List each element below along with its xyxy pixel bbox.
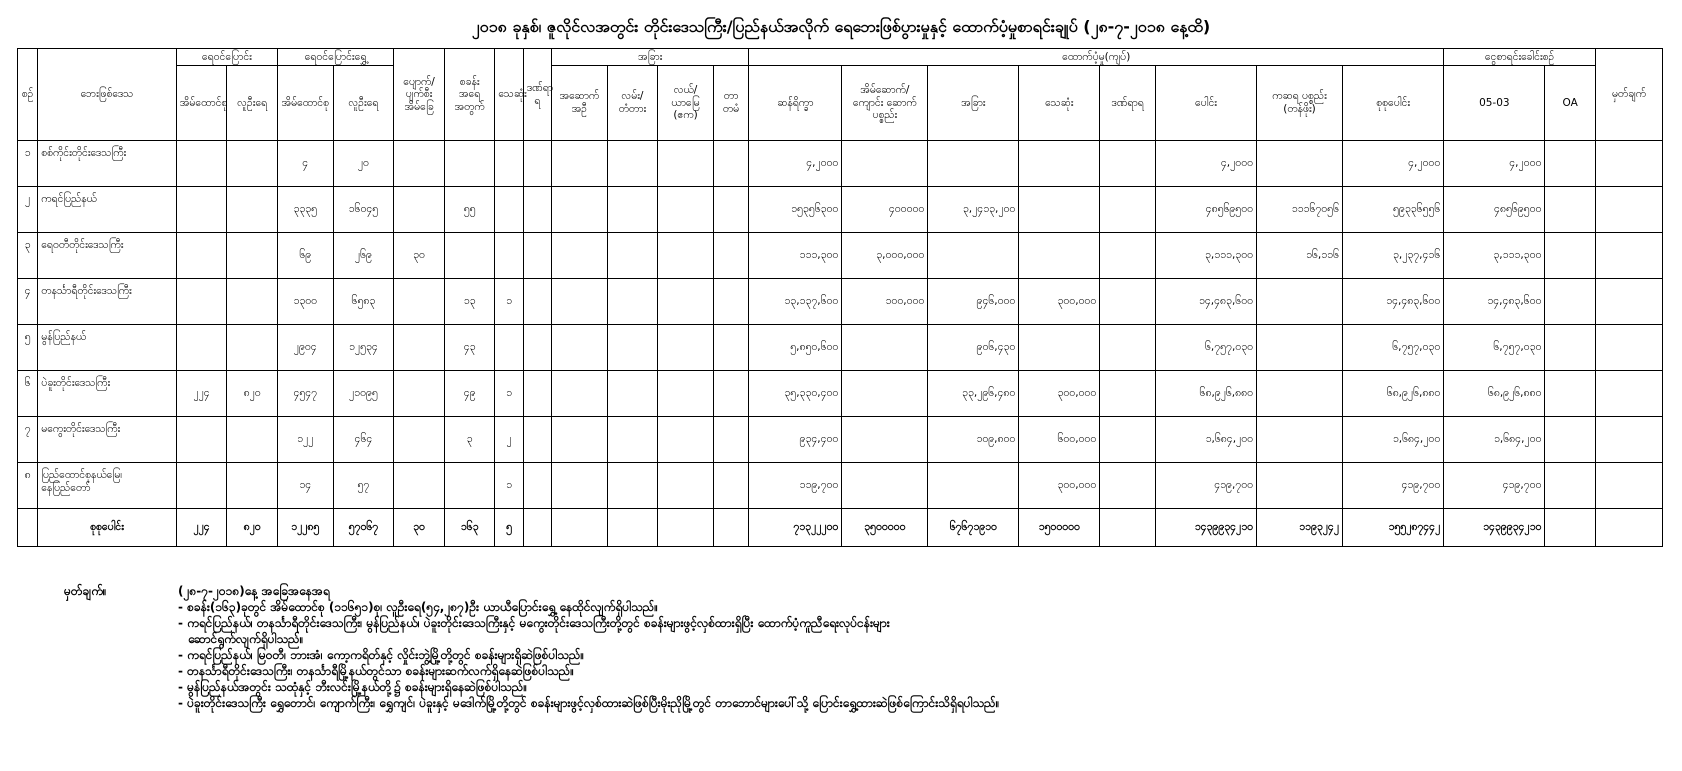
- cell-dams: [713, 279, 748, 325]
- cell-camps: ၄၉: [444, 371, 495, 417]
- total-roads: [607, 509, 658, 547]
- row-no: ၂: [18, 187, 38, 233]
- cell-remarks: [1595, 463, 1662, 509]
- total-label: စုစုပေါင်း: [38, 509, 177, 547]
- cell-remarks: [1595, 233, 1662, 279]
- cell-injured: [523, 417, 551, 463]
- header-subtotal: ပေါင်း: [1155, 66, 1256, 141]
- header-dams: တာ တမံ: [713, 66, 748, 141]
- row-area: မကွေးတိုင်းဒေသကြီး: [38, 417, 177, 463]
- cell-missing: [394, 187, 445, 233]
- cell-roads: [607, 279, 658, 325]
- header-camps: စခန်း အရေ အတွက်: [444, 49, 495, 141]
- cell-buildings: [552, 371, 608, 417]
- header-group-evac: ရေဝင်ပြောင်း: [176, 49, 277, 66]
- total-support-injured: [1100, 509, 1156, 547]
- header-no: စဉ်: [18, 49, 38, 141]
- cell-building-materials: ၃,၀၀၀,၀၀၀: [842, 233, 928, 279]
- header-grand-total: စုစုပေါင်း: [1342, 66, 1443, 141]
- cell-rice: ၉၃၄,၄၀၀: [749, 417, 842, 463]
- cell-grand-total: ၆,၇၅၇,၀၃၀: [1342, 325, 1443, 371]
- cell-relief-items: [1257, 371, 1343, 417]
- cell-remarks: [1595, 187, 1662, 233]
- cell-support-other: [928, 233, 1019, 279]
- total-oa: [1545, 509, 1596, 547]
- cell-farmland: [658, 233, 714, 279]
- cell-rice: ၁၁၁,၃၀၀: [749, 233, 842, 279]
- notes-label: မှတ်ချက်။: [64, 584, 107, 598]
- cell-roads: [607, 141, 658, 187]
- note-line: - မွန်ပြည်နယ်အတွင်း သထုံနှင့် ဘီးလင်းမြို့နယ်တို့၌ စခန်းများရှိနေဆဲဖြစ်ပါသည်။: [178, 680, 528, 694]
- row-area: ပြည်ထောင်စုနယ်မြေ၊ နေပြည်တော်: [38, 463, 177, 509]
- cell-rice: ၁၃,၁၃၇,၆၀၀: [749, 279, 842, 325]
- header-households: အိမ်ထောင်စု: [176, 66, 227, 141]
- table-row: [18, 371, 1663, 417]
- header-account-code: 05-03: [1444, 66, 1545, 141]
- cell-oa: [1545, 463, 1596, 509]
- header-roads: လမ်း/ တံတား: [607, 66, 658, 141]
- cell-households: [176, 141, 227, 187]
- cell-persons: [227, 279, 278, 325]
- cell-farmland: [658, 141, 714, 187]
- total-persons: ၈၂၀: [227, 509, 278, 547]
- cell-support-other: ၃၃,၂၉၆,၄၈၀: [928, 371, 1019, 417]
- cell-persons: [227, 187, 278, 233]
- header-support-other: အခြား: [928, 66, 1019, 141]
- cell-subtotal: ၄,၂၀၀၀: [1155, 141, 1256, 187]
- cell-account-code: ၁၄,၄၈၃,၆၀၀: [1444, 279, 1545, 325]
- cell-building-materials: [842, 463, 928, 509]
- cell-support-injured: [1100, 187, 1156, 233]
- notes-body: [178, 583, 1618, 711]
- cell-injured: [523, 279, 551, 325]
- table-row: [18, 463, 1663, 509]
- cell-account-code: ၁,၆၈၄,၂၀၀: [1444, 417, 1545, 463]
- cell-persons-moved: ၆၅၈၃: [333, 279, 394, 325]
- total-relief-items: ၁၁၉၃၂၄၂: [1257, 509, 1343, 547]
- cell-support-dead: [1019, 325, 1100, 371]
- total-row: [18, 509, 1663, 547]
- cell-remarks: [1595, 325, 1662, 371]
- cell-building-materials: [842, 417, 928, 463]
- table-row: [18, 325, 1663, 371]
- cell-support-injured: [1100, 141, 1156, 187]
- cell-injured: [523, 463, 551, 509]
- cell-persons-moved: ၅၇: [333, 463, 394, 509]
- cell-buildings: [552, 325, 608, 371]
- header-injured: ဒဏ်ရာ ရ: [523, 49, 551, 141]
- cell-roads: [607, 463, 658, 509]
- cell-roads: [607, 233, 658, 279]
- cell-remarks: [1595, 371, 1662, 417]
- cell-households-moved: ၄: [277, 141, 333, 187]
- cell-oa: [1545, 141, 1596, 187]
- cell-account-code: ၄၈၅၆၉၅၀၀: [1444, 187, 1545, 233]
- row-area: မွန်ပြည်နယ်: [38, 325, 177, 371]
- cell-households: [176, 325, 227, 371]
- cell-farmland: [658, 187, 714, 233]
- total-rice: ၇၁၃၂၂၂၀၀: [749, 509, 842, 547]
- cell-support-other: ၉၄၆,၀၀၀: [928, 279, 1019, 325]
- cell-support-other: ၃,၂၄၁၃,၂၀၀: [928, 187, 1019, 233]
- header-households-moved: အိမ်ထောင်စု: [277, 66, 333, 141]
- cell-persons-moved: ၂၆၉: [333, 233, 394, 279]
- table-row: [18, 417, 1663, 463]
- cell-camps: ၁၃: [444, 279, 495, 325]
- table-row: [18, 187, 1663, 233]
- header-area: ဘေးဖြစ်ဒေသ: [38, 49, 177, 141]
- cell-dead: ၁: [495, 279, 523, 325]
- header-persons: လူဦးရေ: [227, 66, 278, 141]
- cell-dams: [713, 141, 748, 187]
- cell-buildings: [552, 233, 608, 279]
- total-grand-total: ၁၅၅၂၈၇၄၄၂: [1342, 509, 1443, 547]
- note-line: ဆောင်ရွက်လျက်ရှိပါသည်။: [188, 632, 304, 646]
- cell-missing: [394, 463, 445, 509]
- cell-rice: ၃၅,၃၃၀,၄၀၀: [749, 371, 842, 417]
- cell-households: ၂၂၄: [176, 371, 227, 417]
- total-support-dead: ၁၅၀၀၀၀၀: [1019, 509, 1100, 547]
- cell-dead: [495, 141, 523, 187]
- cell-support-injured: [1100, 325, 1156, 371]
- cell-support-injured: [1100, 417, 1156, 463]
- cell-roads: [607, 325, 658, 371]
- cell-households-moved: ၁၄: [277, 463, 333, 509]
- cell-remarks: [1595, 417, 1662, 463]
- cell-dams: [713, 371, 748, 417]
- total-dams: [713, 509, 748, 547]
- cell-households-moved: ၂၉၀၄: [277, 325, 333, 371]
- cell-relief-items: ၁၆,၁၁၆: [1257, 233, 1343, 279]
- cell-subtotal: ၁,၆၈၄,၂၀၀: [1155, 417, 1256, 463]
- cell-injured: [523, 233, 551, 279]
- cell-camps: ၄၃: [444, 325, 495, 371]
- total-dead: ၅: [495, 509, 523, 547]
- header-group-moved: ရေဝင်ပြောင်းရွှေ့: [277, 49, 393, 66]
- cell-grand-total: ၁၄,၄၈၃,၆၀၀: [1342, 279, 1443, 325]
- cell-grand-total: ၁,၆၈၄,၂၀၀: [1342, 417, 1443, 463]
- cell-persons-moved: ၁၆၀၄၅: [333, 187, 394, 233]
- cell-households: [176, 463, 227, 509]
- note-line: - ကရင်ပြည်နယ်၊ တနင်္သာရီတိုင်းဒေသကြီး၊ မွန်ပြည်နယ်၊ ပဲခူးတိုင်းဒေသကြီးနှင့် မကွေးတိုင်းဒေသကြီးတို့တွင် စခန်းများဖွင့်လှစ်ထားရှိပြီး ထောက်ပံ့ကူညီရေးလုပ်ငန်းများ: [178, 616, 890, 630]
- header-farmland: လယ်/ ယာမြေ (ဧက): [658, 66, 714, 141]
- header-buildings: အဆောက် အဦ: [552, 66, 608, 141]
- cell-grand-total: ၃,၂၃၇,၄၁၆: [1342, 233, 1443, 279]
- cell-camps: [444, 233, 495, 279]
- cell-oa: [1545, 233, 1596, 279]
- cell-roads: [607, 187, 658, 233]
- cell-oa: [1545, 187, 1596, 233]
- cell-persons: [227, 233, 278, 279]
- row-no: ၆: [18, 371, 38, 417]
- cell-subtotal: ၆၈,၉၂၆,၈၈၀: [1155, 371, 1256, 417]
- cell-building-materials: ၄၀၀၀၀၀: [842, 187, 928, 233]
- cell-persons: ၈၂၀: [227, 371, 278, 417]
- cell-injured: [523, 187, 551, 233]
- cell-dams: [713, 463, 748, 509]
- cell-households-moved: ၁၃၀၀: [277, 279, 333, 325]
- flood-report-table: [17, 48, 1663, 547]
- cell-relief-items: [1257, 417, 1343, 463]
- total-building-materials: ၃၅၀၀၀၀၀: [842, 509, 928, 547]
- total-farmland: [658, 509, 714, 547]
- cell-dead: [495, 187, 523, 233]
- cell-camps: ၃: [444, 417, 495, 463]
- cell-farmland: [658, 417, 714, 463]
- total-households: ၂၂၄: [176, 509, 227, 547]
- cell-missing: [394, 141, 445, 187]
- row-no: ၄: [18, 279, 38, 325]
- header-row-groups: [18, 49, 1663, 66]
- row-no: ၇: [18, 417, 38, 463]
- header-dead: သေဆုံး: [495, 49, 523, 141]
- cell-account-code: ၆,၇၅၇,၀၃၀: [1444, 325, 1545, 371]
- cell-building-materials: [842, 325, 928, 371]
- cell-farmland: [658, 463, 714, 509]
- cell-dead: ၂: [495, 417, 523, 463]
- cell-missing: [394, 279, 445, 325]
- total-missing: ၃၀: [394, 509, 445, 547]
- header-rice: ဆန်ရိက္ခာ: [749, 66, 842, 141]
- row-area: ရေဝတီတိုင်းဒေသကြီး: [38, 233, 177, 279]
- cell-buildings: [552, 141, 608, 187]
- header-remarks: မှတ်ချက်: [1595, 49, 1662, 141]
- header-row-sub: [18, 66, 1663, 141]
- table-row: [18, 279, 1663, 325]
- cell-persons-moved: ၁၂၅၃၄: [333, 325, 394, 371]
- total-households-moved: ၁၂၂၈၅: [277, 509, 333, 547]
- cell-camps: [444, 141, 495, 187]
- header-oa: OA: [1545, 66, 1596, 141]
- cell-camps: ၅၅: [444, 187, 495, 233]
- cell-buildings: [552, 279, 608, 325]
- row-area: ပဲခူးတိုင်းဒေသကြီး: [38, 371, 177, 417]
- cell-support-other: [928, 463, 1019, 509]
- total-account-code: ၁၄၃၉၉၃၄၂၁၀: [1444, 509, 1545, 547]
- cell-support-injured: [1100, 371, 1156, 417]
- cell-dead: ၁: [495, 463, 523, 509]
- cell-support-dead: ၃၀၀,၀၀၀: [1019, 463, 1100, 509]
- cell-missing: [394, 371, 445, 417]
- cell-households: [176, 417, 227, 463]
- total-injured: [523, 509, 551, 547]
- cell-injured: [523, 325, 551, 371]
- cell-households: [176, 233, 227, 279]
- cell-grand-total: ၅၉၃၃၆၅၅၆: [1342, 187, 1443, 233]
- cell-subtotal: ၄၁၉,၇၀၀: [1155, 463, 1256, 509]
- cell-households-moved: ၆၉: [277, 233, 333, 279]
- cell-dead: [495, 325, 523, 371]
- total-buildings: [552, 509, 608, 547]
- total-subtotal: ၁၄၃၉၉၃၄၂၁၀: [1155, 509, 1256, 547]
- cell-buildings: [552, 187, 608, 233]
- cell-building-materials: [842, 371, 928, 417]
- note-line: (၂၈-၇-၂၀၁၈)နေ့ အခြေအနေအရ: [178, 584, 330, 598]
- cell-support-dead: [1019, 233, 1100, 279]
- cell-persons: [227, 417, 278, 463]
- cell-support-injured: [1100, 463, 1156, 509]
- cell-subtotal: ၄၈၅၆၉၅၀၀: [1155, 187, 1256, 233]
- cell-persons-moved: ၄၆၄: [333, 417, 394, 463]
- note-line: - ကရင်ပြည်နယ်၊ မြဝတီ၊ ဘားအံ၊ ကော့ကရိတ်နှင့် လှိုင်းဘွဲ့မြို့တို့တွင် စခန်းများရှိဆဲဖြစ်ပါသည်။: [178, 648, 585, 662]
- cell-missing: ၃၀: [394, 233, 445, 279]
- cell-buildings: [552, 463, 608, 509]
- cell-households: [176, 187, 227, 233]
- cell-dams: [713, 325, 748, 371]
- cell-support-dead: ၃၀၀,၀၀၀: [1019, 371, 1100, 417]
- table-row: [18, 233, 1663, 279]
- header-relief-items: ကဆရ ပစ္စည်း (တန်ဖိုး): [1257, 66, 1343, 141]
- total-camps: ၁၆၃: [444, 509, 495, 547]
- cell-support-dead: [1019, 187, 1100, 233]
- row-area: ကရင်ပြည်နယ်: [38, 187, 177, 233]
- cell-dams: [713, 417, 748, 463]
- row-no: ၈: [18, 463, 38, 509]
- cell-relief-items: ၁၁၁၆၇၀၅၆: [1257, 187, 1343, 233]
- cell-missing: [394, 417, 445, 463]
- cell-remarks: [1595, 141, 1662, 187]
- header-support-injured: ဒဏ်ရာရ: [1100, 66, 1156, 141]
- cell-relief-items: [1257, 279, 1343, 325]
- cell-oa: [1545, 325, 1596, 371]
- cell-oa: [1545, 279, 1596, 325]
- total-no: [18, 509, 38, 547]
- cell-households-moved: ၁၂၂: [277, 417, 333, 463]
- cell-support-injured: [1100, 233, 1156, 279]
- row-area: စစ်ကိုင်းတိုင်းဒေသကြီး: [38, 141, 177, 187]
- report-title: ၂၀၁၈ ခုနှစ်၊ ဇူလိုင်လအတွင်း တိုင်းဒေသကြီး/ပြည်နယ်အလိုက် ရေဘေးဖြစ်ပွားမှုနှင့် ထောက်ပံ့မှုစာရင်းချုပ် (၂၈-၇-၂၀၁၈ နေ့ထိ): [471, 17, 1211, 36]
- cell-persons: [227, 325, 278, 371]
- total-persons-moved: ၅၇၀၆၇: [333, 509, 394, 547]
- cell-grand-total: ၆၈,၉၂၆,၈၈၀: [1342, 371, 1443, 417]
- cell-account-code: ၄၁၉,၇၀၀: [1444, 463, 1545, 509]
- header-group-support: ထောက်ပံ့မှု(ကျပ်): [749, 49, 1444, 66]
- cell-account-code: ၄,၂၀၀၀: [1444, 141, 1545, 187]
- cell-building-materials: [842, 141, 928, 187]
- cell-rice: ၅,၈၅၀,၆၀၀: [749, 325, 842, 371]
- row-no: ၁: [18, 141, 38, 187]
- cell-support-injured: [1100, 279, 1156, 325]
- cell-persons-moved: ၂၁၀၉၅: [333, 371, 394, 417]
- cell-relief-items: [1257, 325, 1343, 371]
- cell-support-other: ၉၀၆,၄၃၀: [928, 325, 1019, 371]
- cell-support-other: [928, 141, 1019, 187]
- cell-households-moved: ၄၅၄၇: [277, 371, 333, 417]
- cell-farmland: [658, 371, 714, 417]
- cell-remarks: [1595, 279, 1662, 325]
- table-row: [18, 141, 1663, 187]
- total-support-other: ၆၇၆၇၁၉၁၀: [928, 509, 1019, 547]
- header-support-dead: သေဆုံး: [1019, 66, 1100, 141]
- cell-injured: [523, 371, 551, 417]
- cell-injured: [523, 141, 551, 187]
- note-line: - ပဲခူးတိုင်းဒေသကြီး ရွှေတောင်၊ ကျောက်ကြီး၊ ရွှေကျင်၊ ပဲခူးနှင့် မဒေါက်မြို့တို့တွင် စခန်းများဖွင့်လှစ်ထားဆဲဖြစ်ပြီးမိုးညိုမြို့တွင် တာဘောင်များပေါ်သို့ ပြောင်းရွှေ့ထားဆဲဖြစ်ကြောင်းသိရှိရပါသည်။: [178, 696, 1000, 710]
- header-persons-moved: လူဦးရေ: [333, 66, 394, 141]
- header-group-register: ငွေစာရင်းခေါင်းစဉ်: [1444, 49, 1596, 66]
- cell-dams: [713, 187, 748, 233]
- cell-households-moved: ၃၃၃၅: [277, 187, 333, 233]
- cell-account-code: ၆၈,၉၂၆,၈၈၀: [1444, 371, 1545, 417]
- cell-dead: ၁: [495, 371, 523, 417]
- cell-grand-total: ၄,၂၀၀၀: [1342, 141, 1443, 187]
- cell-rice: ၄,၂၀၀၀: [749, 141, 842, 187]
- cell-persons-moved: ၂၀: [333, 141, 394, 187]
- cell-missing: [394, 325, 445, 371]
- cell-farmland: [658, 279, 714, 325]
- cell-support-other: ၁၀၉,၈၀၀: [928, 417, 1019, 463]
- header-missing: ပျောက်/ပျက်စီး အိမ်ခြေ: [394, 49, 445, 141]
- cell-relief-items: [1257, 141, 1343, 187]
- cell-building-materials: ၁၀၀,၀၀၀: [842, 279, 928, 325]
- cell-subtotal: ၆,၇၅၇,၀၃၀: [1155, 325, 1256, 371]
- row-no: ၅: [18, 325, 38, 371]
- cell-rice: ၁၅၃၅၆၃၀၀: [749, 187, 842, 233]
- row-area: တနင်္သာရီတိုင်းဒေသကြီး: [38, 279, 177, 325]
- cell-rice: ၁၁၉,၇၀၀: [749, 463, 842, 509]
- cell-support-dead: ၆၀၀,၀၀၀: [1019, 417, 1100, 463]
- cell-roads: [607, 417, 658, 463]
- cell-dead: [495, 233, 523, 279]
- cell-roads: [607, 371, 658, 417]
- cell-support-dead: [1019, 141, 1100, 187]
- note-line: - စခန်း(၁၆၃)ခုတွင် အိမ်ထောင်စု (၁၁၆၅၁)စု၊ လူဦးရေ(၅၄,၂၈၇)ဦး ယာယီပြောင်းရွှေ့ နေထိုင်လျက်ရှိပါသည်။: [178, 600, 659, 614]
- cell-account-code: ၃,၁၁၁,၃၀၀: [1444, 233, 1545, 279]
- note-line: - တနင်္သာရီတိုင်းဒေသကြီး၊ တနင်္သာရီမြို့နယ်တွင်သာ စခန်းများဆက်လက်ရှိနေဆဲဖြစ်ပါသည်။: [178, 664, 575, 678]
- cell-dams: [713, 233, 748, 279]
- total-remarks: [1595, 509, 1662, 547]
- cell-grand-total: ၄၁၉,၇၀၀: [1342, 463, 1443, 509]
- header-group-other: အခြား: [552, 49, 749, 66]
- cell-households: [176, 279, 227, 325]
- header-building-materials: အိမ်ဆောက်/ ကျောင်း ဆောက် ပစ္စည်း: [842, 66, 928, 141]
- cell-subtotal: ၃,၁၁၁,၃၀၀: [1155, 233, 1256, 279]
- cell-subtotal: ၁၄,၄၈၃,၆၀၀: [1155, 279, 1256, 325]
- cell-support-dead: ၃၀၀,၀၀၀: [1019, 279, 1100, 325]
- cell-oa: [1545, 371, 1596, 417]
- cell-farmland: [658, 325, 714, 371]
- cell-buildings: [552, 417, 608, 463]
- row-no: ၃: [18, 233, 38, 279]
- cell-relief-items: [1257, 463, 1343, 509]
- cell-persons: [227, 141, 278, 187]
- cell-camps: [444, 463, 495, 509]
- cell-persons: [227, 463, 278, 509]
- cell-oa: [1545, 417, 1596, 463]
